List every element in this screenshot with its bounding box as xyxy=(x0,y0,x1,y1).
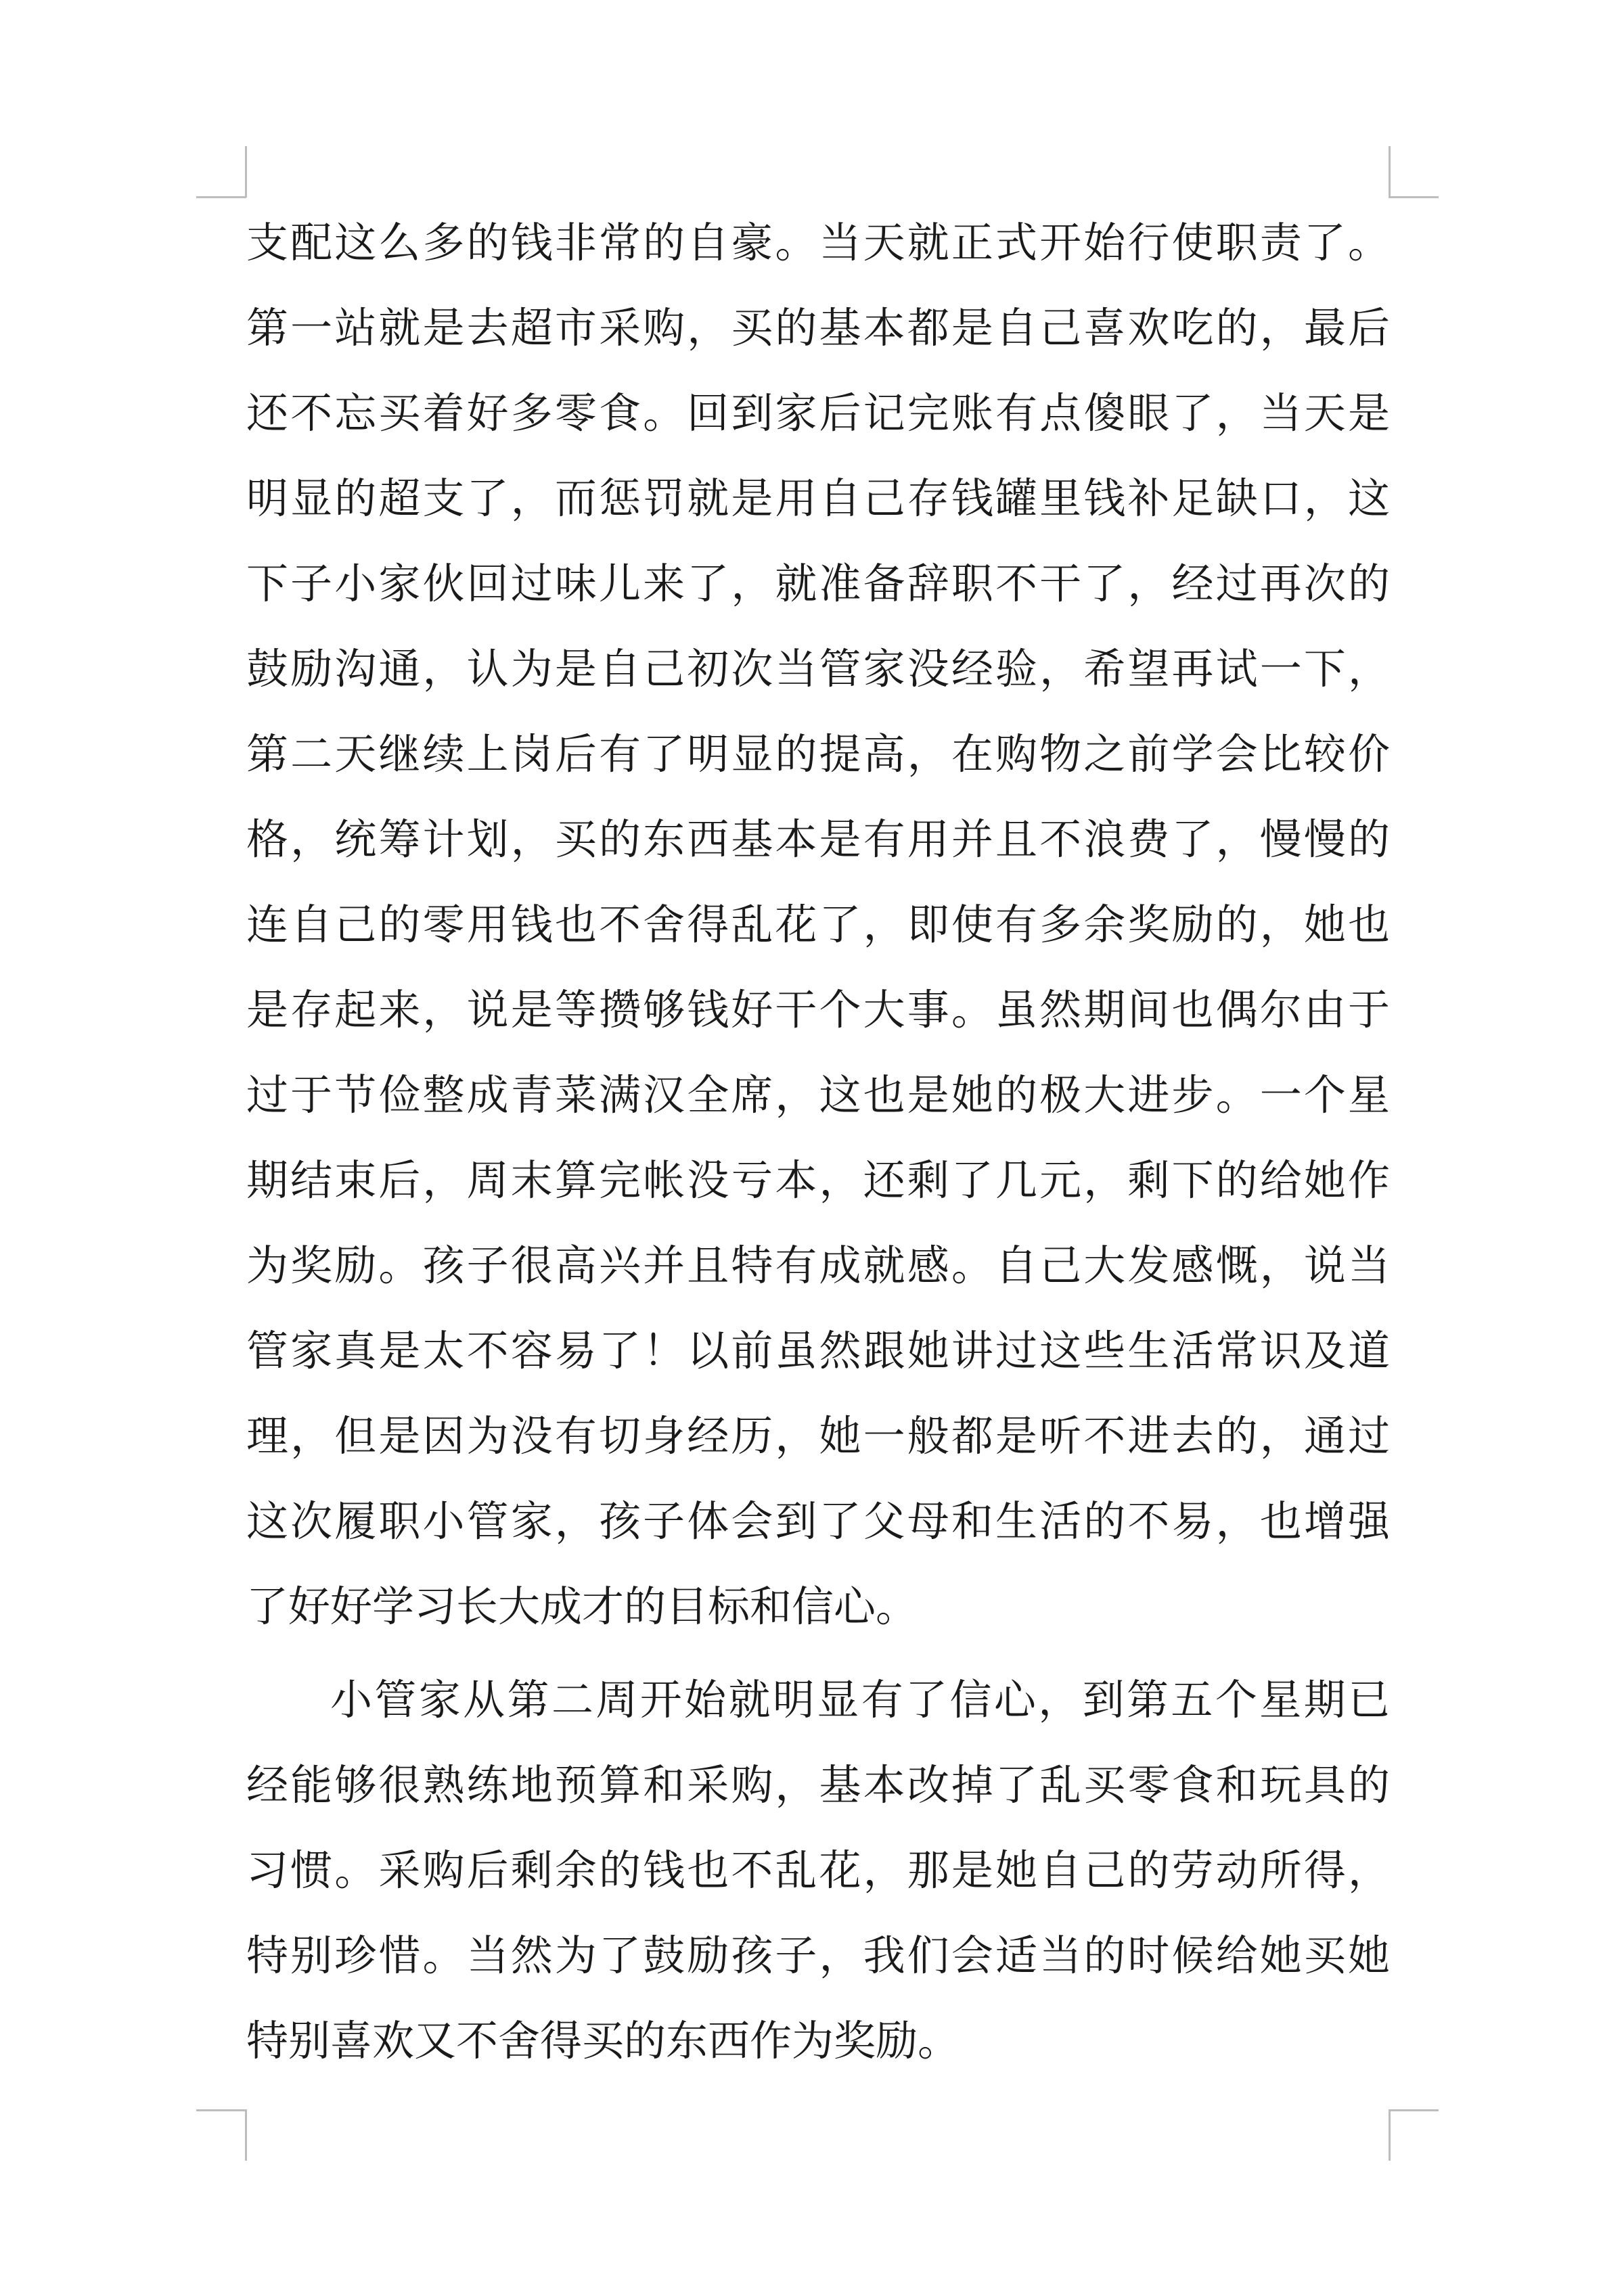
text-line: 过于节俭整成青菜满汉全席，这也是她的极大进步。一个星 xyxy=(246,1070,1390,1120)
text-line: 还不忘买着好多零食。回到家后记完账有点傻眼了，当天是 xyxy=(246,388,1390,438)
text-line: 管家真是太不容易了！以前虽然跟她讲过这些生活常识及道 xyxy=(246,1326,1390,1375)
crop-mark-top-right-vertical xyxy=(1389,146,1391,198)
text-line: 为奖励。孩子很高兴并且特有成就感。自己大发感慨，说当 xyxy=(246,1241,1390,1290)
paragraph-gap xyxy=(246,1649,1390,1657)
text-line: 连自己的零用钱也不舍得乱花了，即使有多余奖励的，她也 xyxy=(246,900,1390,949)
text-line: 了好好学习长大成才的目标和信心。 xyxy=(246,1582,918,1631)
text-line: 鼓励沟通，认为是自己初次当管家没经验，希望再试一下， xyxy=(246,644,1390,693)
crop-mark-bottom-left-horizontal xyxy=(196,2109,246,2111)
paragraph xyxy=(246,1657,1390,2084)
text-line: 期结束后，周末算完帐没亏本，还剩了几元，剩下的给她作 xyxy=(246,1155,1390,1205)
text-line: 是存起来，说是等攒够钱好干个大事。虽然期间也偶尔由于 xyxy=(246,985,1390,1034)
text-line: 下子小家伙回过味儿来了，就准备辞职不干了，经过再次的 xyxy=(246,559,1390,608)
text-line: 特别喜欢又不舍得买的东西作为奖励。 xyxy=(246,2016,960,2065)
text-line: 这次履职小管家，孩子体会到了父母和生活的不易，也增强 xyxy=(246,1496,1390,1546)
text-line: 格，统筹计划，买的东西基本是有用并且不浪费了，慢慢的 xyxy=(246,814,1390,864)
paragraph xyxy=(246,200,1390,1649)
crop-mark-top-left-vertical xyxy=(245,146,247,198)
text-line: 第二天继续上岗后有了明显的提高，在购物之前学会比较价 xyxy=(246,729,1390,779)
crop-mark-bottom-right-horizontal xyxy=(1389,2109,1439,2111)
text-line: 理，但是因为没有切身经历，她一般都是听不进去的，通过 xyxy=(246,1411,1390,1461)
text-line: 习惯。采购后剩余的钱也不乱花，那是她自己的劳动所得， xyxy=(246,1845,1390,1895)
crop-mark-bottom-left-vertical xyxy=(245,2109,247,2161)
text-line: 特别珍惜。当然为了鼓励孩子，我们会适当的时候给她买她 xyxy=(246,1931,1390,1980)
crop-mark-top-left-horizontal xyxy=(196,196,246,198)
text-line: 小管家从第二周开始就明显有了信心，到第五个星期已 xyxy=(330,1675,1390,1724)
body-text xyxy=(246,200,1390,2084)
text-line: 经能够很熟练地预算和采购，基本改掉了乱买零食和玩具的 xyxy=(246,1760,1390,1810)
text-line: 第一站就是去超市采购，买的基本都是自己喜欢吃的，最后 xyxy=(246,303,1390,352)
text-line: 明显的超支了，而惩罚就是用自己存钱罐里钱补足缺口，这 xyxy=(246,474,1390,523)
text-line: 支配这么多的钱非常的自豪。当天就正式开始行使职责了。 xyxy=(246,218,1390,267)
crop-mark-bottom-right-vertical xyxy=(1389,2109,1391,2161)
crop-mark-top-right-horizontal xyxy=(1389,196,1439,198)
